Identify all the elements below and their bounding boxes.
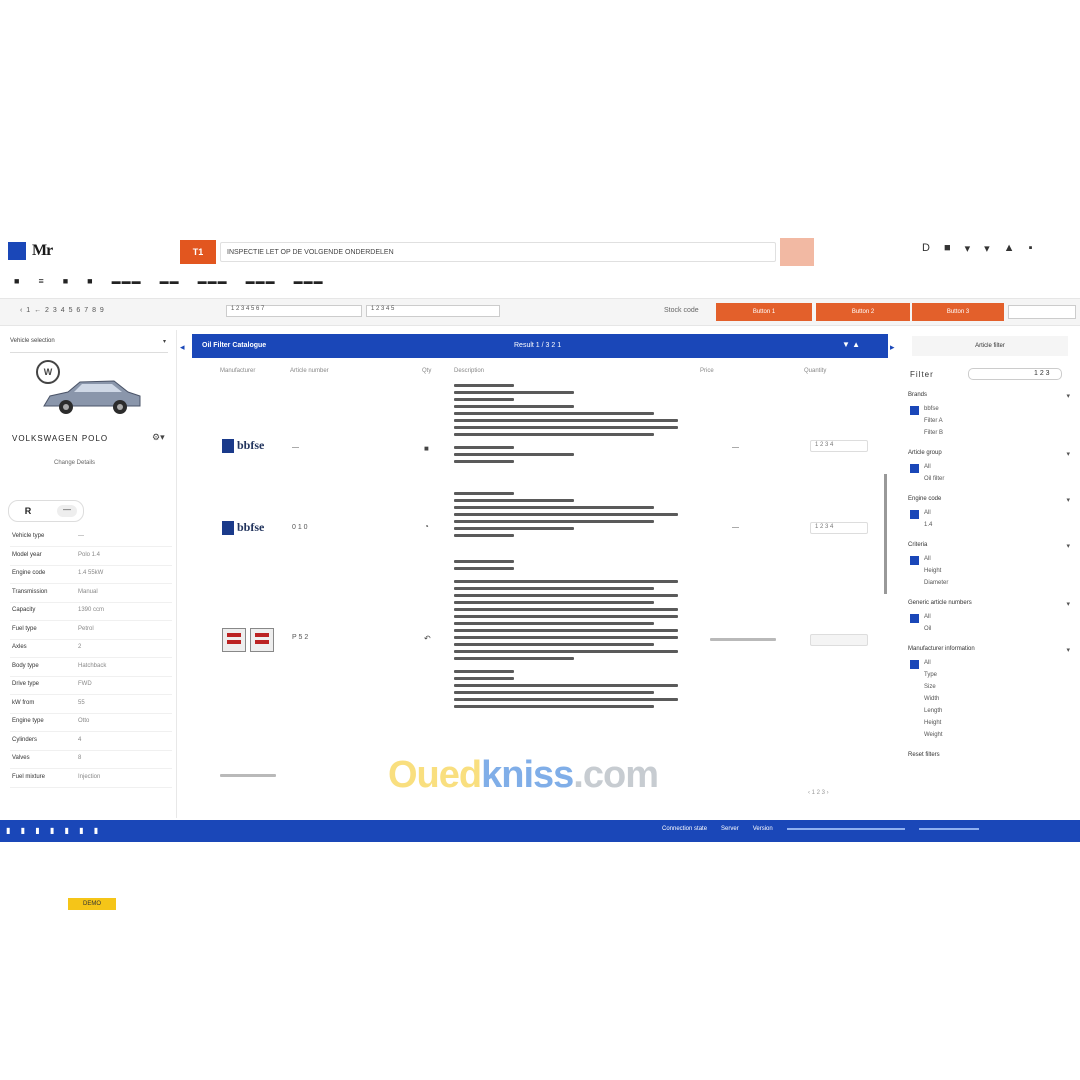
menu-item[interactable]: ■	[62, 276, 70, 286]
quantity-stepper[interactable]: 1 2 3 4	[810, 522, 868, 534]
brand-logo	[222, 438, 264, 453]
app-logo-icon	[8, 242, 26, 260]
brand-mark-icon	[222, 521, 234, 535]
filter-option[interactable]: Filter B	[924, 430, 944, 436]
filter-option[interactable]: All	[924, 510, 931, 516]
filter-option[interactable]: Height	[924, 568, 942, 574]
spec-row	[10, 713, 172, 732]
quantity-stepper[interactable]: 1 2 3 4	[810, 440, 868, 452]
watermark-part-3: .com	[573, 754, 658, 796]
column-header-quantity[interactable]: Quantity	[804, 368, 827, 374]
quantity-stepper[interactable]	[810, 634, 868, 646]
spec-row	[10, 750, 172, 769]
watermark-part-1: Oued	[388, 754, 482, 796]
filter-option[interactable]: Oil filter	[924, 476, 945, 482]
spec-label: Cylinders	[12, 736, 38, 743]
filter-option[interactable]: All	[924, 556, 931, 562]
spec-label: Engine code	[12, 570, 46, 576]
spec-value: Otto	[78, 718, 90, 724]
status-item: Connection state	[662, 826, 708, 832]
spec-value: 4	[78, 736, 82, 743]
settings-icon[interactable]: ▾	[964, 243, 971, 255]
spec-value: FWD	[78, 681, 92, 687]
status-item: Version	[752, 826, 773, 832]
vehicle-tabs	[8, 500, 84, 522]
collapse-right-icon[interactable]: ▸	[890, 342, 895, 352]
brand-badge[interactable]: T1	[180, 240, 216, 264]
toolbar-action-button-2[interactable]: Button 2	[816, 303, 910, 321]
part-image[interactable]	[222, 628, 246, 652]
car-image	[40, 376, 144, 418]
spec-row	[10, 584, 172, 603]
article-list-header	[192, 334, 888, 358]
vehicle-settings-icon[interactable]: ⚙▾	[152, 432, 165, 442]
spec-value: —	[78, 533, 84, 539]
filter-option[interactable]: 1.4	[924, 522, 933, 528]
article-price: —	[732, 444, 739, 451]
chevron-down-icon[interactable]: ▾	[1066, 393, 1070, 400]
user-icon[interactable]: D	[922, 242, 930, 254]
collapse-left-icon[interactable]: ◂	[180, 342, 185, 352]
app-logo-text: Mr	[32, 242, 53, 259]
article-list-title: Oil Filter Catalogue	[202, 342, 267, 349]
spec-value: Hatchback	[78, 662, 107, 669]
column-header-price[interactable]: Price	[700, 368, 714, 374]
article-description	[454, 492, 684, 547]
toolbar-field-two[interactable]: 1 2 3 4 5	[366, 305, 500, 317]
column-headers	[192, 366, 888, 380]
filter-checkbox[interactable]	[910, 660, 919, 669]
spec-label: Body type	[12, 662, 39, 669]
spec-row	[10, 639, 172, 658]
filter-option[interactable]: Height	[924, 720, 942, 726]
spec-label: Engine type	[12, 718, 44, 724]
app-window	[0, 236, 1080, 907]
column-header-manufacturer[interactable]: Manufacturer	[220, 368, 256, 374]
brand-logo-text: bbfse	[237, 520, 265, 534]
filter-group-title[interactable]: Criteria	[908, 542, 928, 548]
filter-option[interactable]: All	[924, 464, 931, 470]
menu-item[interactable]: ▬▬▬	[111, 276, 142, 286]
article-list-panel	[192, 334, 888, 818]
status-info	[662, 826, 979, 832]
spec-row	[10, 676, 172, 695]
filter-checkbox[interactable]	[910, 406, 919, 415]
spec-label: Axles	[12, 644, 27, 650]
spec-label: Capacity	[12, 607, 36, 613]
spec-value: Injection	[78, 773, 101, 780]
spec-value: 55	[78, 699, 85, 706]
sort-controls[interactable]: ▼ ▲	[842, 340, 861, 349]
spec-row	[10, 732, 172, 751]
spec-value: Manual	[78, 588, 98, 595]
article-description	[454, 560, 684, 712]
toolbar-breadcrumb[interactable]: ‹ 1 ← 2 3 4 5 6 7 8 9	[20, 307, 105, 314]
menu-item[interactable]: ▬▬▬	[245, 276, 276, 286]
column-header-description[interactable]: Description	[454, 368, 485, 374]
filter-group-title[interactable]: Engine code	[908, 496, 942, 502]
menu-item[interactable]: ▬▬▬	[197, 276, 228, 286]
chevron-down-icon[interactable]: ▾	[1066, 601, 1070, 608]
chevron-down-icon[interactable]: ▾	[1066, 497, 1070, 504]
menu-item[interactable]: ■	[87, 276, 94, 286]
vw-logo-icon: W	[36, 360, 60, 384]
spec-value: Polo 1.4	[78, 551, 101, 558]
filter-option[interactable]: Length	[924, 708, 943, 714]
article-number[interactable]: 0 1 0	[292, 524, 308, 531]
column-header-qty[interactable]: Qty	[422, 368, 432, 374]
part-image[interactable]	[250, 628, 274, 652]
filter-checkbox[interactable]	[910, 510, 919, 519]
qty-icon: ■	[424, 444, 429, 453]
menu-item[interactable]: ≡	[38, 276, 45, 286]
toolbar	[0, 298, 1080, 326]
brand-logo-text: bbfse	[237, 438, 265, 452]
article-number[interactable]: P 5 2	[292, 634, 309, 641]
filter-option[interactable]: Oil	[924, 626, 932, 632]
toolbar-label: Stock code	[664, 307, 699, 314]
filter-option[interactable]: All	[924, 614, 931, 620]
brand-mark-icon	[222, 439, 234, 453]
menu-item[interactable]: ■	[14, 276, 21, 286]
filter-checkbox[interactable]	[910, 464, 919, 473]
toolbar-field-one[interactable]: 1 2 3 4 5 6 7	[226, 305, 362, 317]
spec-label: Model year	[12, 551, 42, 558]
filter-label: Filter	[910, 370, 934, 379]
spec-row	[10, 547, 172, 566]
row-separator	[220, 774, 276, 777]
vehicle-links[interactable]: Change Details	[54, 460, 96, 466]
vehicle-select-label: Vehicle selection	[10, 338, 55, 344]
status-icons[interactable]: ▮ ▮ ▮ ▮ ▮ ▮ ▮	[6, 826, 103, 835]
spec-label: Transmission	[12, 588, 48, 595]
menu-item[interactable]: ▬▬	[159, 276, 180, 286]
info-icon[interactable]: ▪	[1028, 242, 1033, 254]
chevron-down-icon: ▾	[162, 339, 166, 345]
spec-row	[10, 769, 172, 788]
spec-row	[10, 658, 172, 677]
spec-row	[10, 565, 172, 584]
toolbar-action-button-1[interactable]: Button 1	[716, 303, 812, 321]
top-icon-bar	[922, 242, 1032, 255]
filter-panel	[904, 330, 1076, 818]
filter-option[interactable]: bbfse	[924, 406, 939, 412]
vehicle-panel	[0, 330, 177, 907]
brand-logo	[222, 520, 264, 535]
grid-icon[interactable]: ■	[943, 242, 951, 254]
filter-option[interactable]: Type	[924, 672, 938, 678]
spec-value: 8	[78, 755, 82, 761]
filter-group-title[interactable]: Brands	[908, 392, 928, 398]
status-progress	[787, 828, 905, 830]
spec-label: Fuel type	[12, 625, 37, 632]
chevron-down-icon[interactable]: ▾	[1066, 647, 1070, 654]
vehicle-select-dropdown[interactable]	[10, 338, 168, 353]
pagination[interactable]: Result 1 / 3 2 1	[514, 342, 562, 349]
spec-value: 1390 ccm	[78, 607, 105, 613]
toolbar-action-button-3[interactable]: Button 3	[912, 303, 1004, 321]
article-price	[710, 638, 776, 641]
menu-bar	[14, 276, 324, 286]
spec-label: Drive type	[12, 681, 40, 687]
spec-row	[10, 602, 172, 621]
column-header-article[interactable]: Article number	[290, 368, 329, 374]
search-button[interactable]	[780, 238, 814, 266]
filter-checkbox[interactable]	[910, 614, 919, 623]
spec-row	[10, 695, 172, 714]
qty-icon: ◔	[424, 522, 429, 531]
filter-group-title[interactable]: Manufacturer information	[908, 646, 975, 652]
status-bar	[0, 820, 1080, 842]
reset-filters-link[interactable]: Reset filters	[908, 752, 940, 758]
spec-label: Fuel mixture	[12, 773, 46, 780]
toolbar-right-input[interactable]	[1008, 305, 1076, 319]
filter-option[interactable]: Weight	[924, 732, 943, 738]
article-price: —	[732, 524, 739, 531]
article-description	[454, 384, 684, 467]
menu-item[interactable]: ▬▬▬	[293, 276, 324, 286]
tab-more[interactable]: —	[57, 505, 77, 517]
filter-checkbox[interactable]	[910, 556, 919, 565]
qty-icon: ↶	[424, 634, 431, 643]
page-nav[interactable]: ‹ 1 2 3 ›	[808, 790, 829, 796]
filter-option[interactable]: Filter A	[924, 418, 943, 424]
article-number[interactable]: —	[292, 444, 299, 451]
spec-row	[10, 528, 172, 547]
scrollbar[interactable]	[884, 474, 887, 594]
filter-range-value: 1 2 3	[1034, 370, 1050, 377]
chevron-down-icon[interactable]: ▾	[1066, 451, 1070, 458]
filter-group-title[interactable]: Article group	[908, 450, 942, 456]
spec-value: Petrol	[78, 625, 94, 632]
spec-label: Valves	[12, 755, 30, 761]
status-chip[interactable]: DEMO	[68, 898, 116, 910]
chevron-down-icon[interactable]: ▾	[1066, 543, 1070, 550]
tab-vehicle[interactable]: R	[24, 506, 32, 516]
watermark-logo	[388, 754, 658, 797]
status-progress	[919, 828, 979, 830]
spec-value: 1.4 55kW	[78, 570, 104, 576]
vehicle-name: VOLKSWAGEN POLO	[12, 434, 109, 443]
filter-option[interactable]: Width	[924, 696, 940, 702]
filter-group-title[interactable]: Generic article numbers	[908, 600, 972, 606]
search-input[interactable]: INSPECTIE LET OP DE VOLGENDE ONDERDELEN	[220, 242, 776, 262]
filter-option[interactable]: Size	[924, 684, 936, 690]
status-item: Server	[721, 826, 739, 832]
spec-label: Vehicle type	[12, 533, 45, 539]
mail-icon[interactable]: ▾	[984, 243, 990, 255]
spec-row	[10, 621, 172, 640]
filter-option[interactable]: Diameter	[924, 580, 949, 586]
filter-option[interactable]: All	[924, 660, 931, 666]
spec-value: 2	[78, 644, 82, 650]
spec-label: kW from	[12, 699, 35, 706]
cart-icon[interactable]: ▲	[1003, 242, 1015, 254]
filter-panel-title[interactable]: Article filter	[912, 336, 1068, 356]
watermark-part-2: kniss	[481, 754, 574, 796]
